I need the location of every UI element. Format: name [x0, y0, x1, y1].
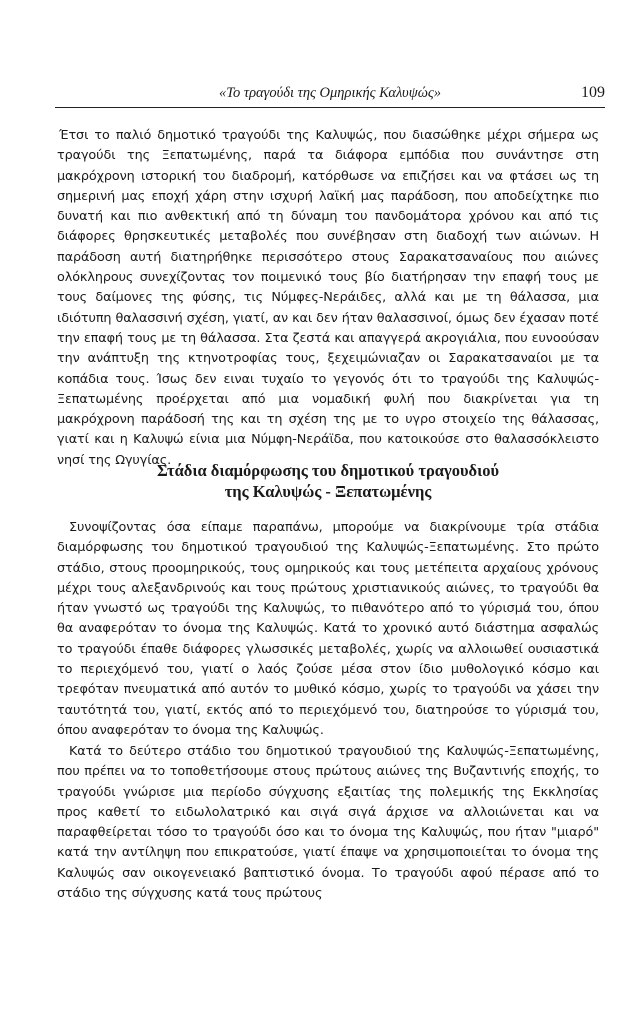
running-title: «Το τραγούδι της Ομηρικής Καλυψώς» — [219, 85, 441, 101]
paragraph-1: Έτσι το παλιό δημοτικό τραγούδι της Καλυψώς, που διασώθηκε μέχρι σήμερα ως τραγούδι της Ξεπατωμένης, παρά τα διάφορα εμπόδια που συνάντησε στη μακρόχρονη ιστορική του διαδρομή, κατόρθωσε να επιζήσει και να φτάσει ως τη σημερινή μας εποχή χάρη στην ισχυρή λαϊκή μας παράδοση, που αποδείχτηκε πιο δυνατή και πιο ανθεκτική από τη δύναμη του πανδομάτορα χρόνου και από τις διάφορες θρησκευτικές μεταβολές που συνέβησαν στη διαδοχή των αιώνων. Η παράδοση αυτή διατηρήθηκε περισσότερο στους Σαρακατσαναίους που αιώνες ολόκληρους συνεχίζοντας τον ποιμενικό τους βίο διατήρησαν την επαφή τους με τους δαίμονες της φύσης, τις Νύμφες-Νεράιδες, αλλά και με τη θάλασσα, μια ιδιότυπη θαλασσινή σχέση, γιατί, αν και δεν ήταν θαλασσινοί, όμως δεν έχασαν ποτέ την επαφή τους με τη θάλασσα. Στα ζεστά και απαγγερά ακρογιάλια, που ευνοούσαν την ανάπτυξη της κτηνοτροφίας τους, ξεχειμώνιαζαν οι Σαρακατσαναίοι με τα κοπάδια τους. Ίσως δεν ειναι τυχαίο το γεγονός ότι το τραγούδι της Καλυψώς-Ξεπατωμένης προέρχεται από μια νομαδική φυλή που διακρίνεται για τη μακρόχρονη παράδοσή της και τη σχέση της με το υγρο στοιχείο της θάλασσας, γιατί και η Καλυψώ είνια μια Νύμφη-Νεράϊδα, που κατοικούσε στο θαλασσόκλειστο νησί της Ωγυγίας. — [57, 128, 599, 468]
section-heading — [57, 460, 599, 502]
header-rule — [55, 107, 605, 108]
running-head — [55, 84, 605, 106]
paragraph-2: Συνοψίζοντας όσα είπαμε παραπάνω, μπορούμε να διακρίνουμε τρία στάδια διαμόρφωσης του δημοτικού τραγουδιού της Καλυψώς-Ξεπατωμένης. Στο πρώτο στάδιο, στους προομηρικούς, τους ομηρικούς και τους μετέπειτα αρχαίους χρόνους μέχρι τους αλεξανδρινούς και τους πρώτους χριστιανικούς αιώνες, το τραγούδι θα ήταν γνωστό ως τραγούδι της Καλυψώς, το πιθανότερο από το γύρισμά του, όπου θα αναφερόταν το όνομα της Καλυψώς. Κατά το χρονικό αυτό διάστημα ασφαλώς το τραγούδι έπαθε διάφορες γλωσσικές μεταβολές, χωρίς να αλλοιωθεί ουσιαστικά το περιεχόμενό του, γιατί ο λαός ζούσε μέσα στον ίδιο μυθολογικό κόσμο και τρεφόταν πνευματικά από αυτόν το μυθικό κόσμο, χωρίς το τραγούδι να χάσει την ταυτότητά του, γιατί, εκτός από το περιεχόμενό του, διατηρούσε το γύρισμά του, όπου αναφερόταν το όνομα της Καλυψώς. — [57, 520, 599, 738]
section-heading-line-2: της Καλυψώς - Ξεπατωμένης — [224, 482, 432, 501]
page-number: 109 — [581, 84, 605, 101]
section-heading-line-1: Στάδια διαμόρφωσης του δημοτικού τραγουδιού — [156, 461, 500, 480]
paragraph-3: Κατά το δεύτερο στάδιο του δημοτικού τραγουδιού της Καλυψώς-Ξεπατωμένης, που πρέπει να το τοποθετήσουμε στους πρώτους αιώνες της Βυζαντινής εποχής, το τραγούδι γνώρισε μια περίοδο σύγχυσης εξαιτίας της πολεμικής της Εκκλησίας προς καθετί το ειδωλολατρικό και σιγά σιγά άρχισε να αλλοιώνεται και να παραφθείρεται τόσο το τραγούδι όσο και το όνομα της Καλυψώς, που ήταν "μιαρό" κατά την αντίληψη που επικρατούσε, γιατί έπαψε να χρησιμοποιείται το όνομα της Καλυψώς σαν οικογενειακό βαπτιστικό όνομα. Το τραγούδι αφού πέρασε από το στάδιο της σύγχυσης κατά τους πρώτους — [57, 744, 599, 902]
